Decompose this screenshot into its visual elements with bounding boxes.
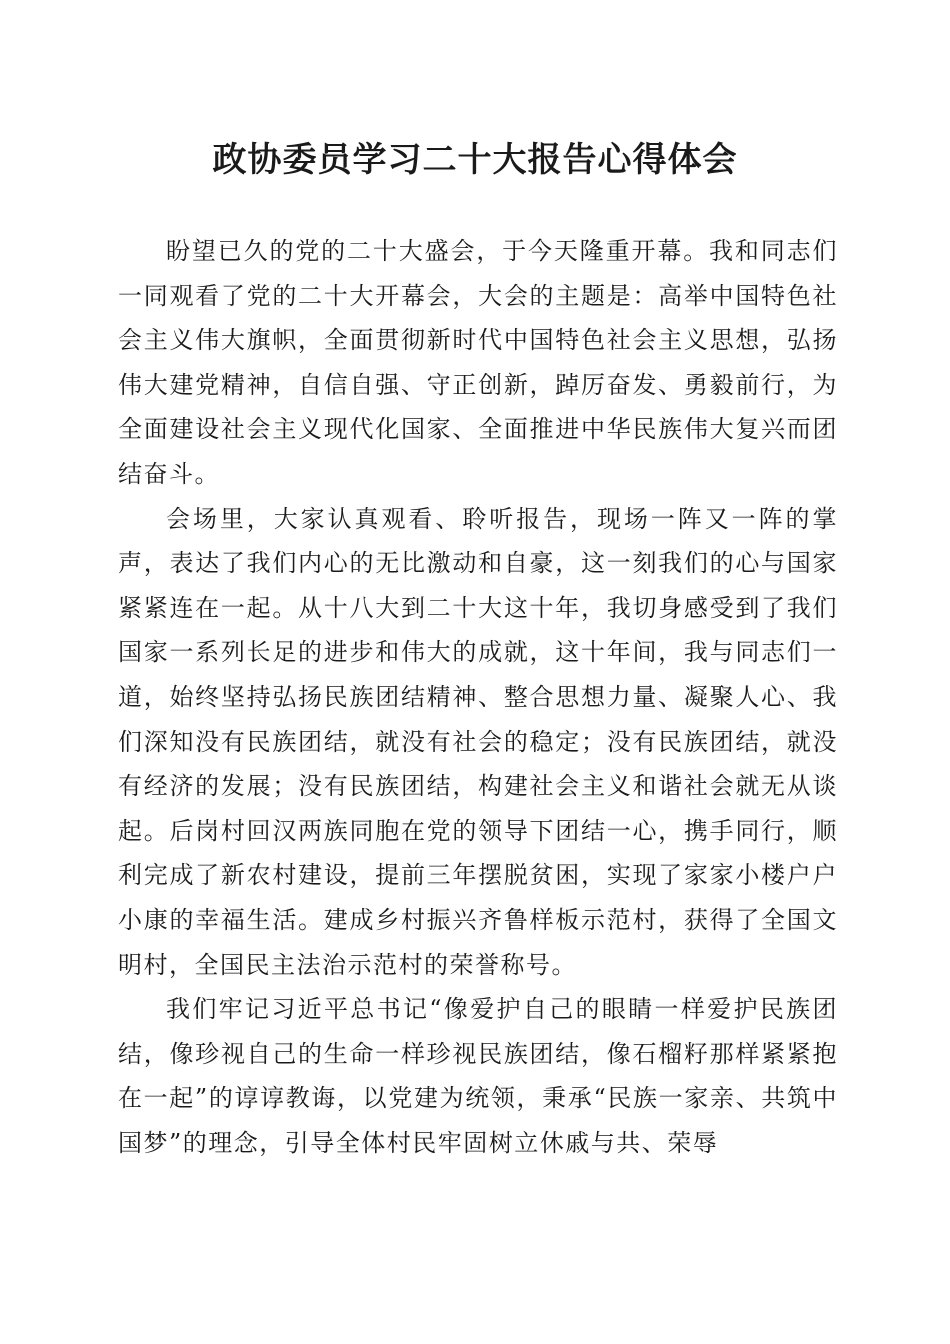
paragraph-1: 盼望已久的党的二十大盛会，于今天隆重开幕。我和同志们一同观看了党的二十大开幕会，大会的主题是：高举中国特色社会主义伟大旗帜，全面贯彻新时代中国特色社会主义思想，弘扬伟大建党精神，自信自强、守正创新，踔厉奋发、勇毅前行，为全面建设社会主义现代化国家、全面推进中华民族伟大复兴而团结奋斗。 (118, 237, 838, 488)
document-title: 政协委员学习二十大报告心得体会 (212, 140, 738, 180)
document-body (118, 229, 838, 1165)
paragraph-3: 我们牢记习近平总书记“像爱护自己的眼睛一样爱护民族团结，像珍视自己的生命一样珍视民族团结，像石榴籽那样紧紧抱在一起”的谆谆教诲，以党建为统领，秉承“民族一家亲、共筑中国梦”的理念，引导全体村民牢固树立休戚与共、荣辱 (118, 995, 838, 1157)
paragraph-2: 会场里，大家认真观看、聆听报告，现场一阵又一阵的掌声，表达了我们内心的无比激动和自豪，这一刻我们的心与国家紧紧连在一起。从十八大到二十大这十年，我切身感受到了我们国家一系列长足的进步和伟大的成就，这十年间，我与同志们一道，始终坚持弘扬民族团结精神、整合思想力量、凝聚人心、我们深知没有民族团结，就没有社会的稳定；没有民族团结，就没有经济的发展；没有民族团结，构建社会主义和谐社会就无从谈起。后岗村回汉两族同胞在党的领导下团结一心，携手同行，顺利完成了新农村建设，提前三年摆脱贫困，实现了家家小楼户户小康的幸福生活。建成乡村振兴齐鲁样板示范村，获得了全国文明村，全国民主法治示范村的荣誉称号。 (118, 504, 838, 979)
